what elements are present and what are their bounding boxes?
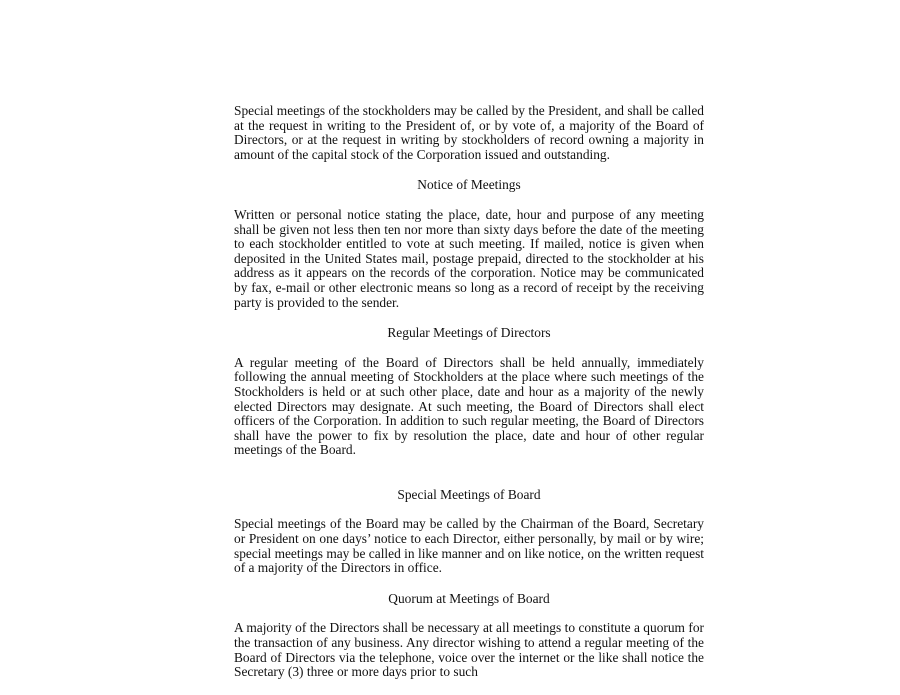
heading-special-meetings-of-board: Special Meetings of Board bbox=[397, 486, 541, 502]
heading-regular-meetings-of-directors: Regular Meetings of Directors bbox=[387, 325, 551, 341]
heading-quorum-at-meetings-of-board: Quorum at Meetings of Board bbox=[388, 590, 550, 606]
paragraph-special-meetings-of-board: Special meetings of the Board may be called by the Chairman of the Board, Secretary or President on one days’ notice to each Director, either personally, by mail or by wire; special meetings may be called in like manner and on like notice, on the written request of a majority of the Directors in office. bbox=[234, 516, 704, 576]
heading-notice-of-meetings: Notice of Meetings bbox=[417, 177, 521, 193]
paragraph-special-meetings-stockholders: Special meetings of the stockholders may be called by the President, and shall be called at the request in writing to the President of, or by vote of, a majority of the Board of Directors, or at the request in writing by stockholders of record owning a majority in amount of the capital stock of the Corporation issued and outstanding. bbox=[234, 103, 704, 162]
paragraph-notice-of-meetings: Written or personal notice stating the place, date, hour and purpose of any meeting shall be given not less then ten nor more than sixty days before the date of the meeting to each stockholder entitled to vote at such meeting. If mailed, notice is given when deposited in the United States mail, postage prepaid, directed to the stockholder at his address as it appears on the records of the corporation. Notice may be communicated by fax, e-mail or other electronic means so long as a record of receipt by the receiving party is provided to the sender. bbox=[234, 206, 704, 310]
document-body bbox=[234, 104, 704, 680]
paragraph-regular-meetings-of-directors: A regular meeting of the Board of Directors shall be held annually, immediately following the annual meeting of Stockholders at the place where such meetings of the Stockholders is held or at such other place, date and hour as a majority of the newly elected Directors may designate. At such meeting, the Board of Directors shall elect officers of the Corporation. In addition to such regular meeting, the Board of Directors shall have the power to fix by resolution the place, date and hour of other regular meetings of the Board. bbox=[234, 354, 704, 458]
paragraph-quorum-at-meetings-of-board: A majority of the Directors shall be necessary at all meetings to constitute a quorum for the transaction of any business. Any director wishing to attend a regular meeting of the Board of Directors via the telephone, voice over the internet or the like shall notice the Secretary (3) three or more days prior to such bbox=[234, 620, 704, 680]
